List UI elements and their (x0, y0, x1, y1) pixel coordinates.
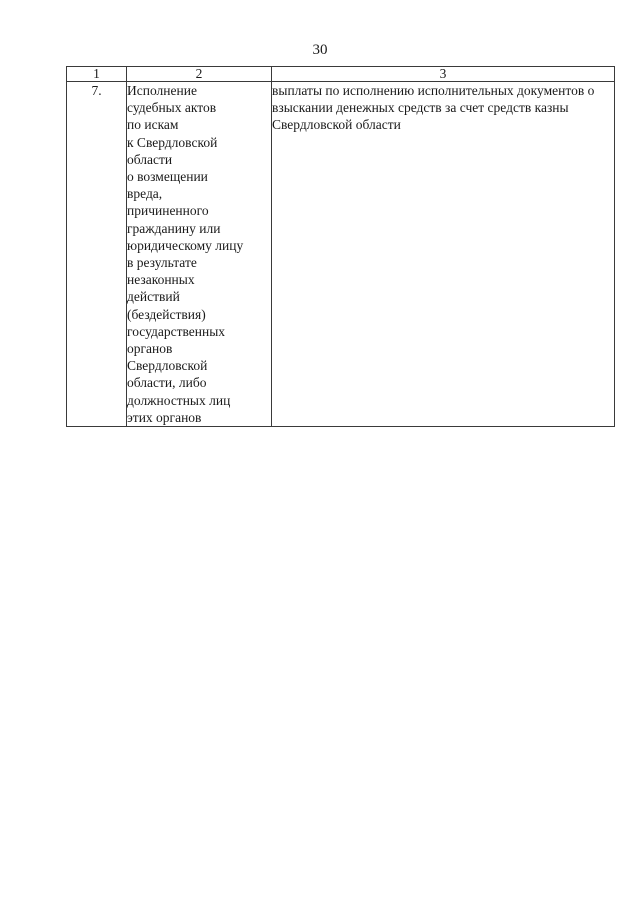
row-name-line: Исполнение (127, 83, 197, 98)
row-name-line: должностных лиц (127, 392, 231, 408)
row-name-line: Свердловской (127, 358, 208, 374)
row-name-line: о возмещении (127, 169, 208, 185)
column-header-2: 2 (127, 67, 272, 82)
row-name-line: области, либо (127, 375, 207, 391)
row-name-line: гражданину или (127, 220, 221, 236)
column-header-3: 3 (272, 67, 615, 82)
row-name-line: действий (127, 289, 180, 305)
row-name-line: области (127, 151, 173, 167)
document-table (66, 66, 615, 427)
row-description: выплаты по исполнению исполнительных документов о взыскании денежных средств за счет средств казны Свердловской области (272, 82, 615, 427)
row-name-line: незаконных (127, 272, 195, 288)
row-name-line: к Свердловской (127, 134, 218, 150)
row-name-line: этих органов (127, 409, 202, 425)
row-name (127, 82, 272, 427)
table-header-row (67, 67, 615, 82)
page-number: 30 (312, 42, 328, 58)
row-name-line: органов (127, 341, 173, 357)
column-header-1: 1 (67, 67, 127, 82)
row-name-line: вреда, (127, 186, 163, 202)
row-name-line: по искам (127, 117, 179, 133)
row-name-line: в результате (127, 255, 197, 271)
row-name-line: государственных (127, 323, 226, 339)
row-name-line: судебных актов (127, 100, 217, 116)
table-row (67, 82, 615, 427)
row-number: 7. (67, 82, 127, 427)
row-name-line: юридическому лицу (127, 237, 244, 253)
row-name-line: причиненного (127, 203, 209, 219)
row-name-line: (бездействия) (127, 306, 206, 322)
